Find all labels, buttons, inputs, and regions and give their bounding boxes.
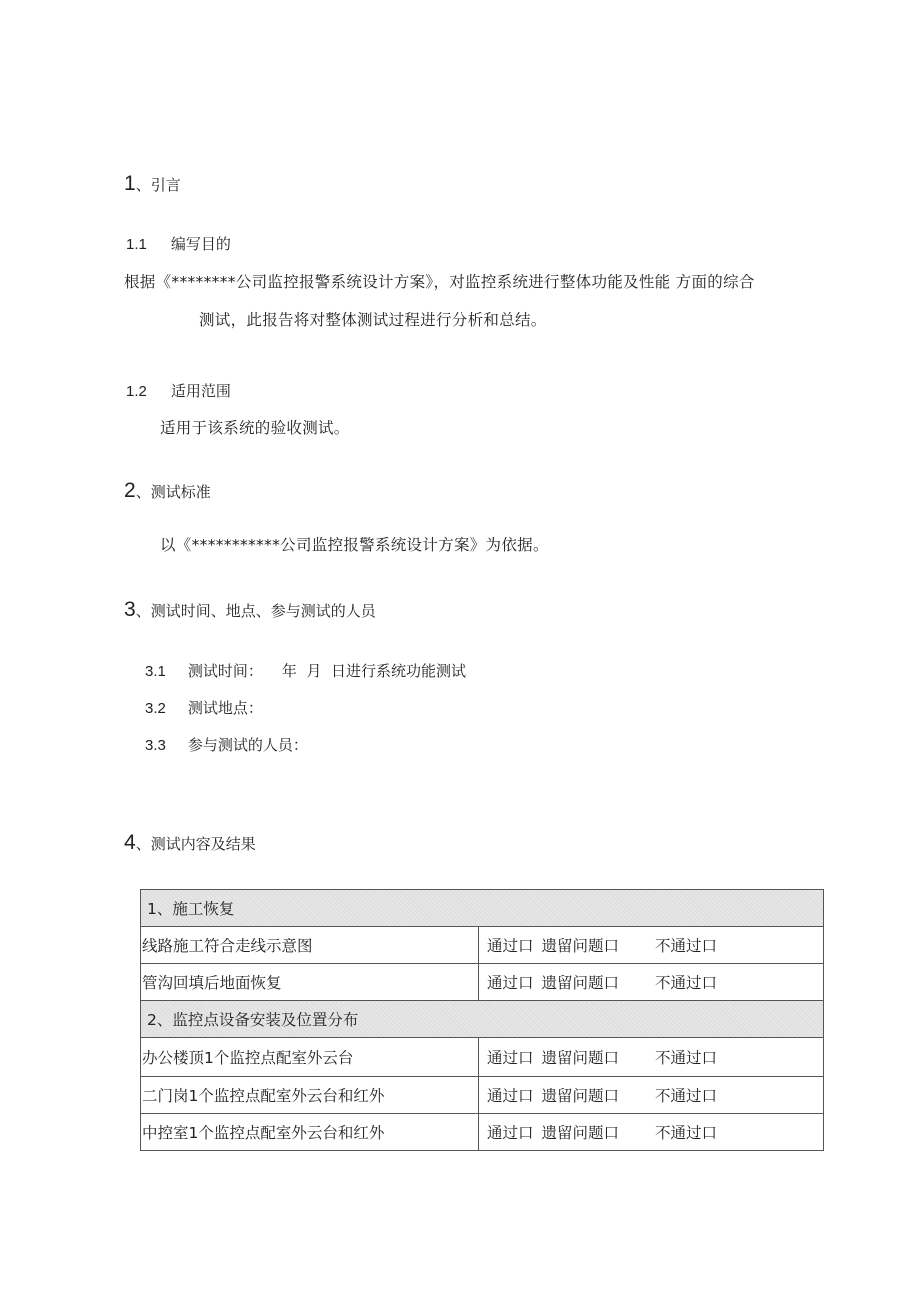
table-row (141, 964, 824, 1001)
section-2-number: 2 (124, 479, 136, 502)
item-cell: 二门岗1个监控点配室外云台和红外 (141, 1077, 479, 1114)
table-row (141, 927, 824, 964)
scope-text: 适用于该系统的验收测试。 (160, 419, 350, 437)
subsection-1-1-number: 1.1 (126, 236, 147, 253)
subsection-1-2-number: 1.2 (126, 383, 147, 400)
purpose-paragraph-line-2: 测试，此报告将对整体测试过程进行分析和总结。 (199, 311, 547, 329)
status-cell (479, 1114, 824, 1151)
table-row (141, 1077, 824, 1114)
section-1-heading (124, 172, 181, 196)
section-2-heading (124, 479, 211, 503)
subsection-1-1-heading (126, 233, 231, 254)
pass-option[interactable]: 通过口 (487, 937, 534, 955)
section-3-heading (124, 598, 376, 622)
section-4-number: 4 (124, 831, 136, 854)
remaining-issue-option[interactable]: 遗留问题口 (541, 1049, 620, 1067)
table-section-row (141, 1001, 824, 1038)
item-3-1-number: 3.1 (145, 663, 166, 680)
item-3-2-number: 3.2 (145, 700, 166, 717)
item-3-1-text: 测试时间： 年 月 日进行系统功能测试 (187, 662, 467, 680)
remaining-issue-option[interactable]: 遗留问题口 (541, 974, 620, 992)
standard-text: 以《***********公司监控报警系统设计方案》为依据。 (160, 536, 549, 554)
status-cell (479, 1038, 824, 1077)
purpose-paragraph-line-1: 根据《********公司监控报警系统设计方案》，对监控系统进行整体功能及性能 方面的综合 (124, 273, 755, 291)
section-title-cell: 2、监控点设备安装及位置分布 (141, 1001, 824, 1038)
item-cell: 中控室1个监控点配室外云台和红外 (141, 1114, 479, 1151)
subsection-1-1-title: 编写目的 (170, 235, 231, 253)
remaining-issue-option[interactable]: 遗留问题口 (541, 1124, 620, 1142)
status-cell (479, 964, 824, 1001)
section-4-title: 、测试内容及结果 (135, 835, 256, 853)
item-cell: 办公楼顶1个监控点配室外云台 (141, 1038, 479, 1077)
item-cell: 线路施工符合走线示意图 (141, 927, 479, 964)
pass-option[interactable]: 通过口 (487, 974, 534, 992)
fail-option[interactable]: 不通过口 (655, 1049, 718, 1067)
section-1-number: 1 (124, 172, 136, 195)
section-2-title: 、测试标准 (135, 483, 211, 501)
status-cell (479, 1077, 824, 1114)
table-row (141, 1114, 824, 1151)
fail-option[interactable]: 不通过口 (655, 937, 718, 955)
status-cell (479, 927, 824, 964)
fail-option[interactable]: 不通过口 (655, 974, 718, 992)
subsection-1-2-title: 适用范围 (170, 382, 231, 400)
results-table (140, 889, 824, 1151)
section-1-title: 、引言 (135, 176, 181, 194)
item-3-3 (145, 734, 308, 755)
table-section-row (141, 890, 824, 927)
section-3-number: 3 (124, 598, 136, 621)
section-title-cell: 1、施工恢复 (141, 890, 824, 927)
item-3-2-text: 测试地点： (187, 699, 263, 717)
pass-option[interactable]: 通过口 (487, 1087, 534, 1105)
remaining-issue-option[interactable]: 遗留问题口 (541, 937, 620, 955)
item-3-3-text: 参与测试的人员： (187, 736, 308, 754)
fail-option[interactable]: 不通过口 (655, 1087, 718, 1105)
pass-option[interactable]: 通过口 (487, 1124, 534, 1142)
item-3-2 (145, 697, 263, 718)
section-4-heading (124, 831, 256, 855)
item-3-3-number: 3.3 (145, 737, 166, 754)
section-3-title: 、测试时间、地点、参与测试的人员 (135, 602, 376, 620)
remaining-issue-option[interactable]: 遗留问题口 (541, 1087, 620, 1105)
fail-option[interactable]: 不通过口 (655, 1124, 718, 1142)
subsection-1-2-heading (126, 380, 231, 401)
table-row (141, 1038, 824, 1077)
item-3-1 (145, 660, 466, 681)
item-cell: 管沟回填后地面恢复 (141, 964, 479, 1001)
pass-option[interactable]: 通过口 (487, 1049, 534, 1067)
